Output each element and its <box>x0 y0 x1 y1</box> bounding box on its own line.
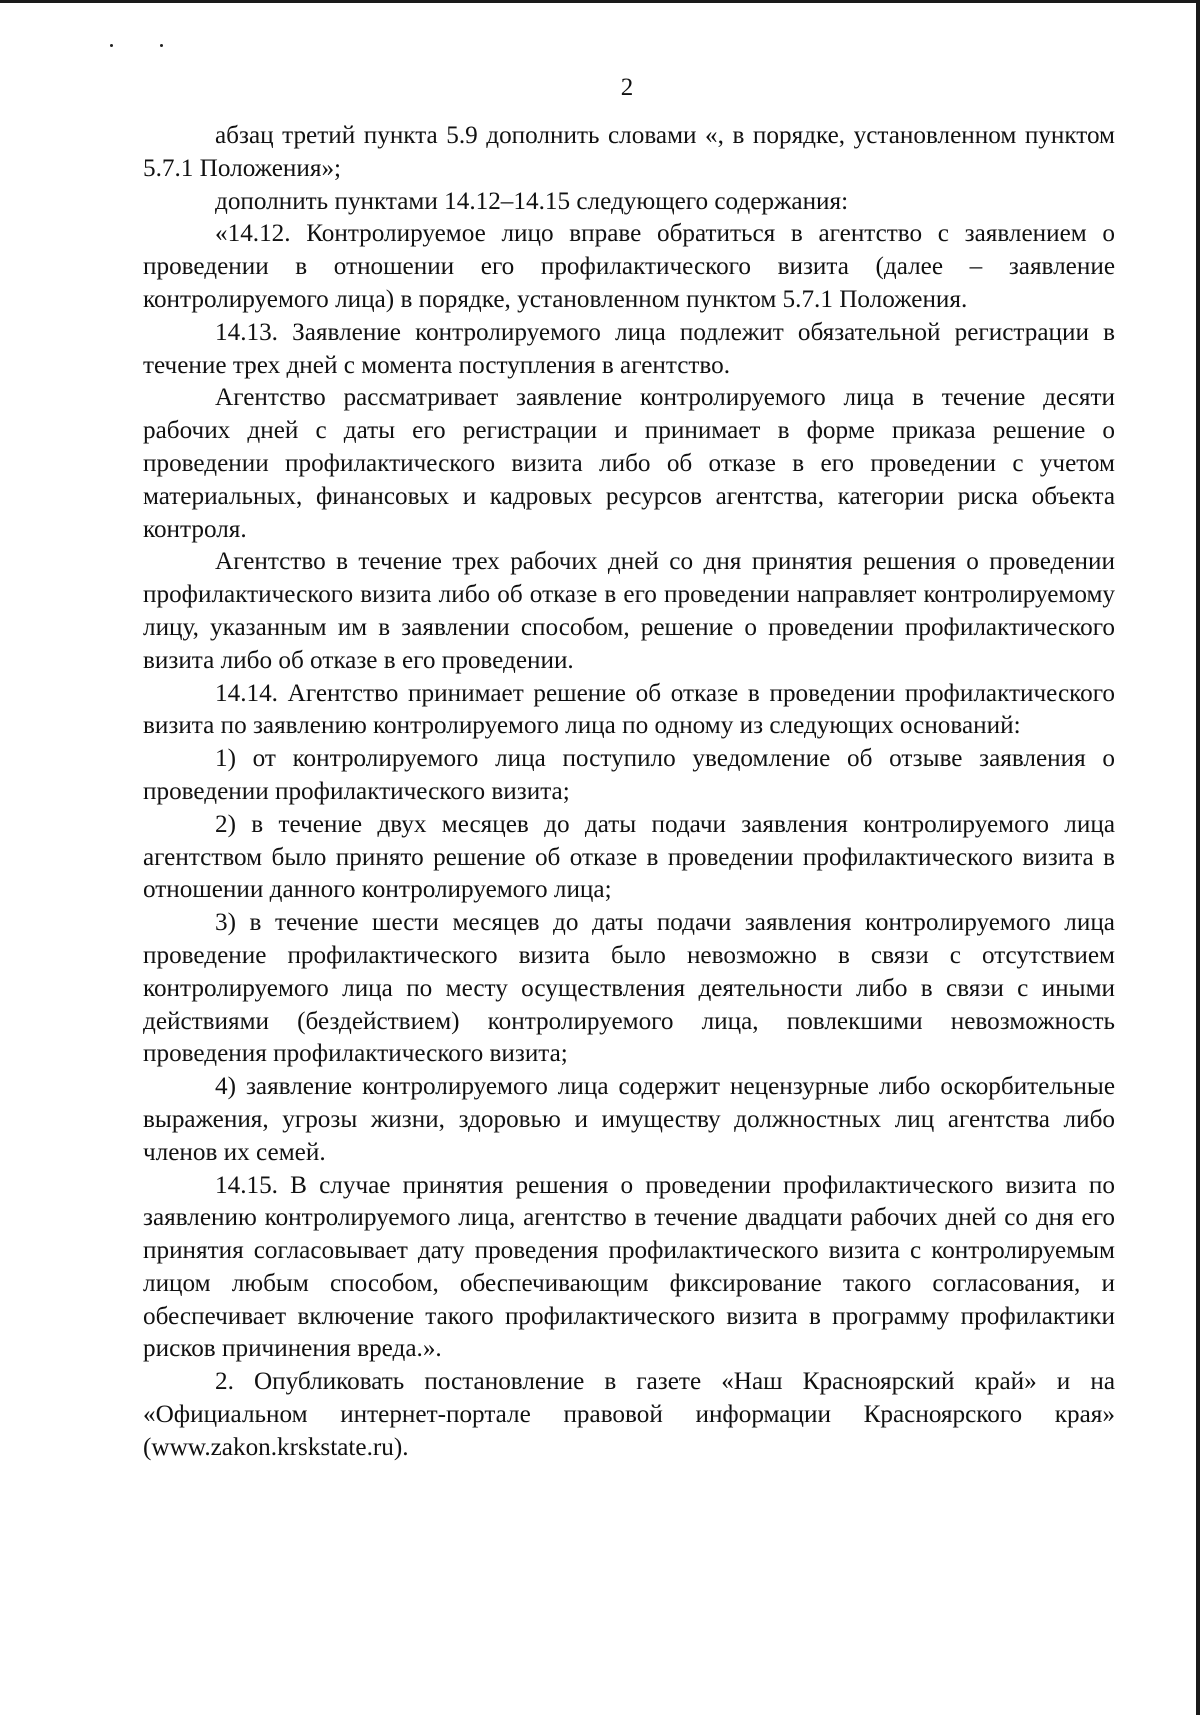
paragraph-14-13-notify: Агентство в течение трех рабочих дней со дня принятия решения о проведении профилактического визита либо об отказе в его проведении направляет контролируемому лицу, указанным им в заявлении способом, решение о проведении профилактического визита либо об отказе в его проведении. <box>143 548 1115 674</box>
paragraph-14-13-review: Агентство рассматривает заявление контролируемого лица в течение десяти рабочих дней с даты его регистрации и принимает в форме приказа решение о проведении профилактического визита либо об отказе в его проведении с учетом материальных, финансовых и кадровых ресурсов агентства, категории риска объекта контроля. <box>143 384 1115 543</box>
paragraph-14-12: «14.12. Контролируемое лицо вправе обратиться в агентство с заявлением о проведении в отношении его профилактического визита (далее – заявление контролируемого лица) в порядке, установленном пунктом 5.7.1 Положения. <box>143 220 1115 313</box>
paragraph-14-15: 14.15. В случае принятия решения о проведении профилактического визита по заявлению контролируемого лица, агентство в течение двадцати рабочих дней со дня его принятия согласовывает дату проведения профилактического визита с контролируемым лицом любым способом, обеспечивающим фиксирование такого согласования, и обеспечивает включение такого профилактического визита в программу профилактики рисков причинения вреда.». <box>143 1171 1115 1363</box>
paragraph-14-13: 14.13. Заявление контролируемого лица подлежит обязательной регистрации в течение трех дней с момента поступления в агентство. <box>143 318 1115 379</box>
scan-speck <box>160 44 163 47</box>
paragraph-14-14: 14.14. Агентство принимает решение об отказе в проведении профилактического визита по заявлению контролируемого лица по одному из следующих оснований: <box>143 679 1115 740</box>
list-item-2: 2) в течение двух месяцев до даты подачи заявления контролируемого лица агентством было принято решение об отказе в проведении профилактического визита в отношении данного контролируемого лица; <box>143 810 1115 904</box>
page-number: 2 <box>620 74 634 101</box>
list-item-4: 4) заявление контролируемого лица содержит нецензурные либо оскорбительные выражения, угрозы жизни, здоровью и имуществу должностных лиц агентства либо членов их семей. <box>143 1073 1115 1166</box>
paragraph-add-items: дополнить пунктами 14.12–14.15 следующего содержания: <box>215 187 849 215</box>
scan-edge-top <box>0 0 1200 3</box>
paragraph-amend-5-9: абзац третий пункта 5.9 дополнить словами «, в порядке, установленном пунктом 5.7.1 Положения»; <box>143 122 1115 182</box>
list-item-3: 3) в течение шести месяцев до даты подачи заявления контролируемого лица проведение профилактического визита было невозможно в связи с отсутствием контролируемого лица по месту осуществления деятельности либо в связи с иными действиями (бездействием) контролируемого лица, повлекшими невозможность проведения профилактического визита; <box>143 909 1115 1068</box>
scan-speck <box>110 44 113 47</box>
paragraph-publish: 2. Опубликовать постановление в газете «Наш Красноярский край» и на «Официальном интернет-портале правовой информации Красноярского края» (www.zakon.krskstate.ru). <box>143 1368 1115 1461</box>
list-item-1: 1) от контролируемого лица поступило уведомление об отзыве заявления о проведении профилактического визита; <box>143 745 1115 805</box>
scan-edge-right <box>1196 0 1200 1715</box>
document-body <box>143 120 1115 1465</box>
